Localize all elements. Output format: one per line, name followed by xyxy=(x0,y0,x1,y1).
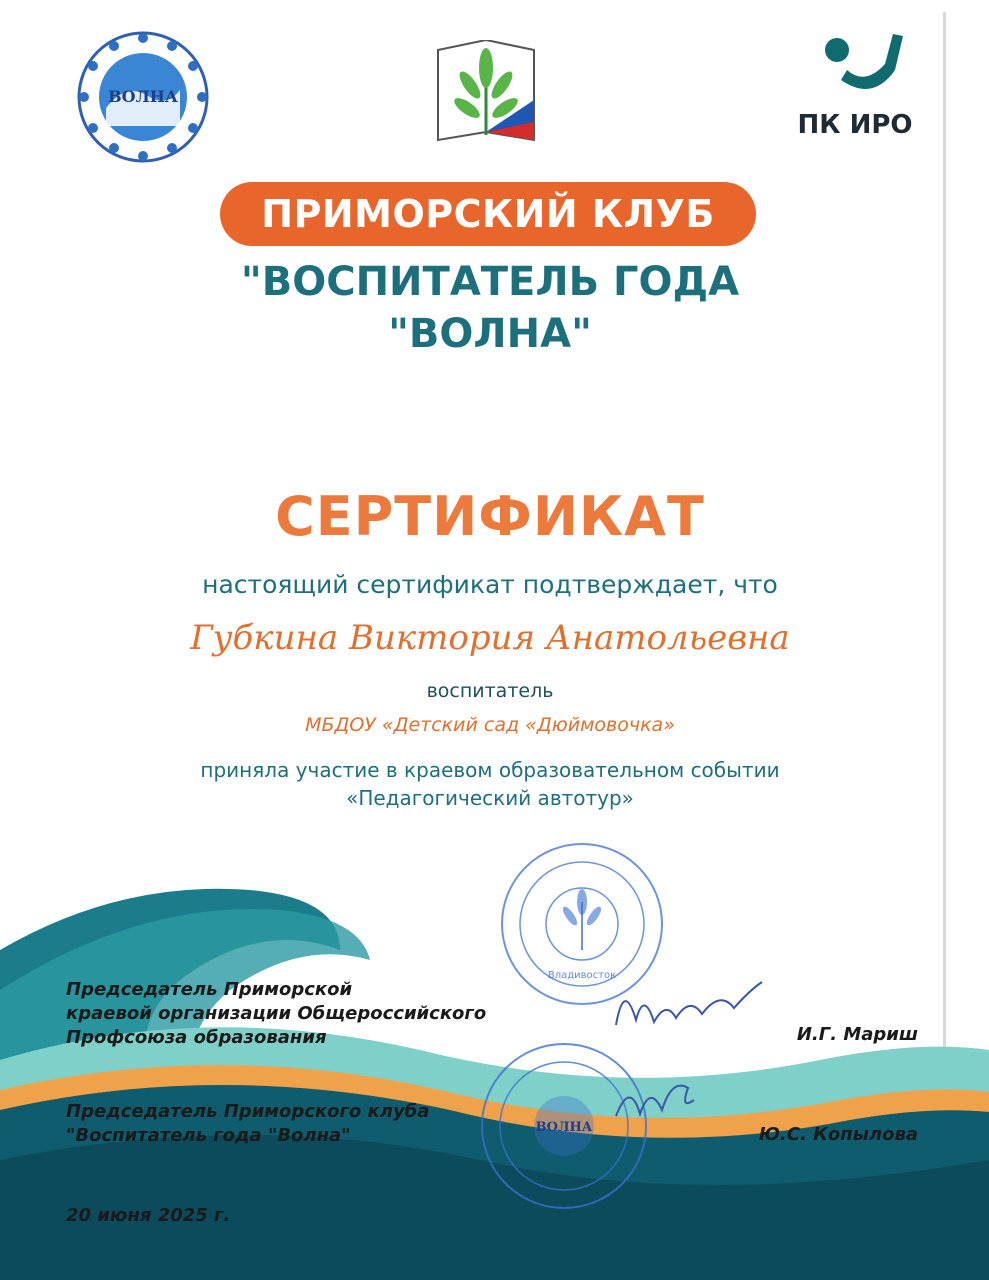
event-text-line-2: «Педагогический автотур» xyxy=(346,786,634,810)
confirm-text: настоящий сертификат подтверждает, что xyxy=(202,570,778,599)
signer-1-role-line-3: Профсоюза образования xyxy=(66,1027,327,1048)
recipient-name: Губкина Виктория Анатольевна xyxy=(190,618,790,658)
signer-1-role-line-1: Председатель Приморской xyxy=(66,979,353,1000)
club-stamp-label: ВОЛНА xyxy=(535,1120,593,1135)
pkiro-mark-icon xyxy=(785,30,925,108)
certificate-title: СЕРТИФИКАТ xyxy=(275,485,705,548)
issue-date: 20 июня 2025 г. xyxy=(66,1205,231,1226)
union-logo xyxy=(432,40,540,150)
signer-2-role-line-2: "Воспитатель года "Волна" xyxy=(66,1125,351,1146)
union-stamp-city: Владивосток xyxy=(547,970,617,981)
signer-2-role-line-1: Председатель Приморского клуба xyxy=(66,1101,430,1122)
pkiro-label: ПК ИРО xyxy=(797,110,913,140)
award-title-line-1: "ВОСПИТАТЕЛЬ ГОДА xyxy=(240,259,740,305)
award-title-line-2: "ВОЛНА" xyxy=(388,311,592,357)
pkiro-logo xyxy=(785,30,925,150)
signer-1-name: И.Г. Мариш xyxy=(796,1024,918,1045)
club-title: ПРИМОРСКИЙ КЛУБ xyxy=(261,192,715,236)
volna-logo-label: ВОЛНА xyxy=(108,87,178,106)
event-text-line-1: приняла участие в краевом образовательном событии xyxy=(200,758,780,782)
recipient-organization: МБДОУ «Детский сад «Дюймовочка» xyxy=(305,714,675,736)
volna-club-logo xyxy=(76,30,210,164)
recipient-position: воспитатель xyxy=(426,680,554,702)
signer-1-role-line-2: краевой организации Общероссийского xyxy=(66,1003,487,1024)
signer-2-name: Ю.С. Копылова xyxy=(758,1124,918,1145)
